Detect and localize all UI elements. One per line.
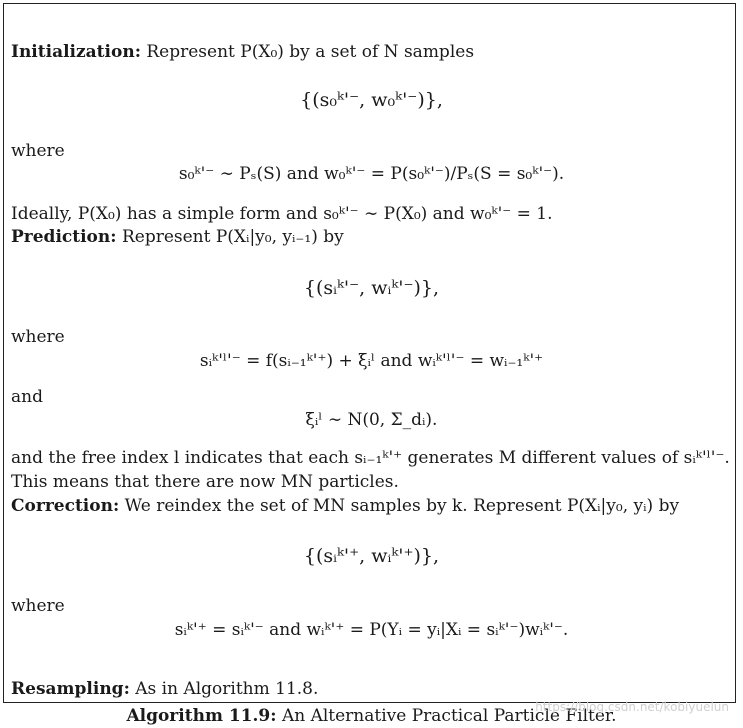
init-label: Initialization: (11, 42, 141, 62)
init-set: {(s₀ᵏ'⁻, w₀ᵏ'⁻)}, (300, 89, 443, 111)
init-text: Represent P(X₀) by a set of N samples (146, 42, 475, 62)
watermark: https://blog.csdn.net/kobiyuelun (535, 700, 729, 714)
prediction-free-2: This means that there are now MN particles. (11, 472, 399, 492)
prediction-and: and (11, 387, 43, 407)
resampling-label: Resampling: (11, 679, 130, 699)
correction-line (11, 496, 679, 516)
prediction-eq: sᵢᵏ'ˡ'⁻ = f(sᵢ₋₁ᵏ'⁺) + ξᵢˡ and wᵢᵏ'ˡ'⁻ = wᵢ₋₁ᵏ'⁺ (199, 351, 544, 371)
caption-label: Algorithm 11.9: (126, 706, 277, 726)
correction-set: {(sᵢᵏ'⁺, wᵢᵏ'⁺)}, (303, 545, 440, 567)
init-eq: s₀ᵏ'⁻ ∼ Pₛ(S) and w₀ᵏ'⁻ = P(s₀ᵏ'⁻)/Pₛ(S = s₀ᵏ'⁻). (178, 164, 565, 184)
correction-eq: sᵢᵏ'⁺ = sᵢᵏ'⁻ and wᵢᵏ'⁺ = P(Yᵢ = yᵢ|Xᵢ = sᵢᵏ'⁻)wᵢᵏ'⁻. (174, 620, 569, 640)
prediction-line (11, 227, 344, 247)
init-where: where (11, 141, 65, 161)
prediction-free-1: and the free index l indicates that each sᵢ₋₁ᵏ'⁺ generates M different values of sᵢᵏ'ˡ'⁻. (11, 448, 730, 468)
init-line (11, 42, 474, 62)
prediction-eq2: ξᵢˡ ∼ N(0, Σ_dᵢ). (305, 410, 438, 430)
caption-text: An Alternative Practical Particle Filter. (281, 706, 617, 726)
init-ideally: Ideally, P(X₀) has a simple form and s₀ᵏ'⁻ ∼ P(X₀) and w₀ᵏ'⁻ = 1. (11, 204, 553, 224)
correction-label: Correction: (11, 496, 120, 516)
prediction-where: where (11, 327, 65, 347)
resampling-line (11, 679, 318, 699)
prediction-label: Prediction: (11, 227, 117, 247)
prediction-set: {(sᵢᵏ'⁻, wᵢᵏ'⁻)}, (303, 277, 440, 299)
resampling-text: As in Algorithm 11.8. (135, 679, 319, 699)
correction-where: where (11, 596, 65, 616)
prediction-text: Represent P(Xᵢ|y₀, yᵢ₋₁) by (121, 227, 344, 247)
correction-text: We reindex the set of MN samples by k. Represent P(Xᵢ|y₀, yᵢ) by (124, 496, 680, 516)
